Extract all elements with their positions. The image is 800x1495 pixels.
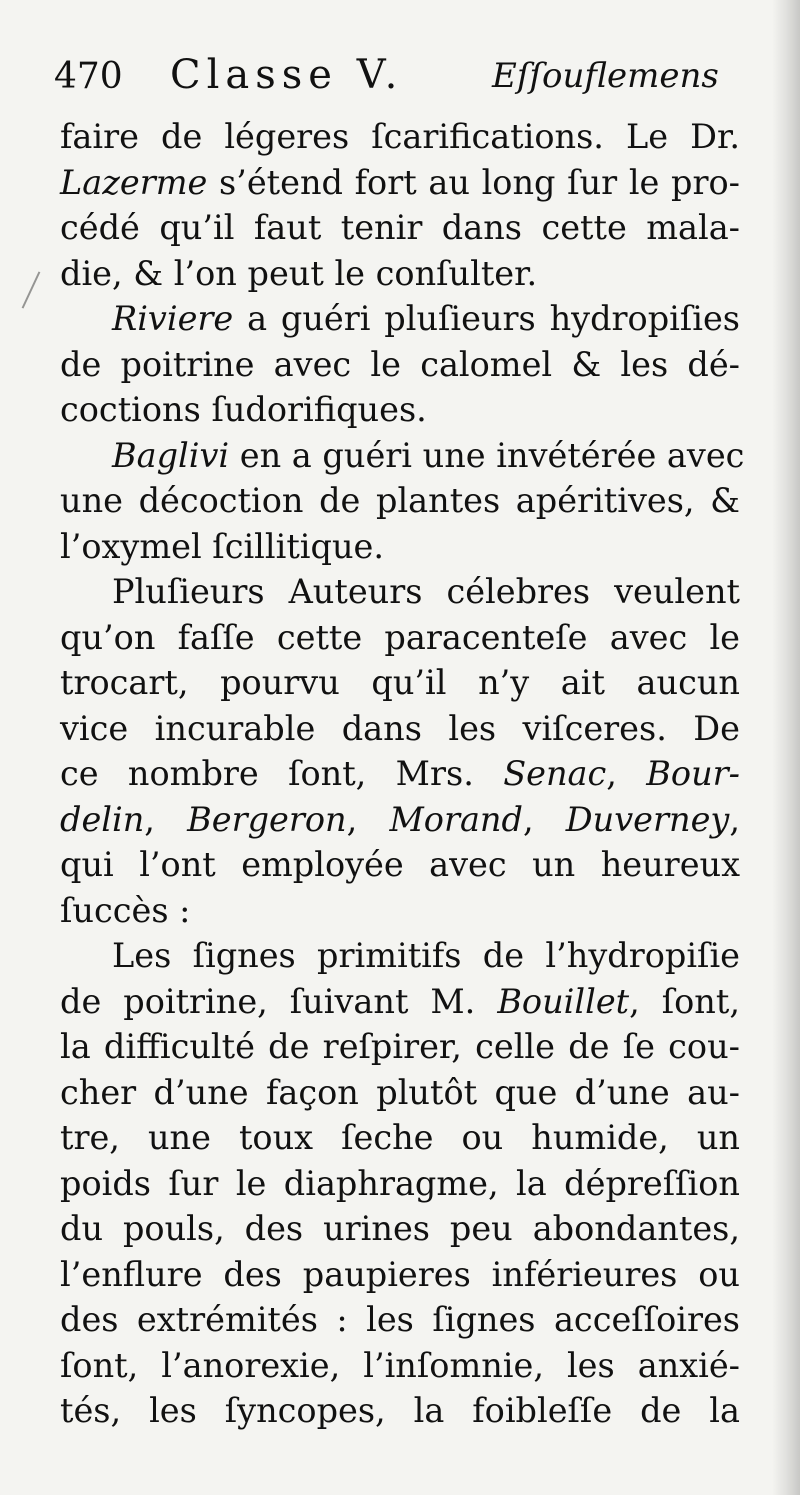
text-line: ce nombre ſont, Mrs. Senac, Bour- bbox=[60, 754, 740, 793]
body-text bbox=[60, 114, 745, 1434]
running-header bbox=[54, 40, 744, 110]
text-line: des extrémités : les ſignes acceſſoires bbox=[60, 1300, 740, 1339]
text-line: trocart, pourvu qu’il n’y ait aucun bbox=[60, 663, 740, 702]
text-line: l’enflure des paupieres inférieures ou bbox=[60, 1254, 740, 1294]
running-title: Classe V. bbox=[170, 52, 404, 98]
text-line: Riviere a guéri pluſieurs hydropiſies bbox=[112, 299, 740, 338]
text-line: vice incurable dans les viſceres. De bbox=[60, 708, 740, 748]
text-line: Baglivi en a guéri une invétérée avec bbox=[112, 435, 745, 475]
text-line: tés, les ſyncopes, la foibleſſe de la bbox=[60, 1391, 740, 1430]
text-line: de poitrine, ſuivant M. Bouillet, ſont, bbox=[60, 981, 740, 1021]
text-line: ſuccès : bbox=[60, 890, 191, 930]
text-line: qu’on faſſe cette paracenteſe avec le bbox=[60, 617, 740, 657]
text-line: delin, Bergeron, Morand, Duverney, bbox=[60, 799, 740, 839]
text-line: du pouls, des urines peu abondantes, bbox=[60, 1209, 740, 1248]
text-line: ſont, l’anorexie, l’inſomnie, les anxié- bbox=[60, 1345, 740, 1385]
text-line: Lazerme s’étend fort au long ſur le pro- bbox=[60, 162, 740, 202]
text-line: tre, une toux ſeche ou humide, un bbox=[60, 1118, 740, 1157]
running-subject: Eſſouflemens bbox=[492, 56, 719, 96]
text-line: Les ſignes primitifs de l’hydropiſie bbox=[112, 936, 740, 975]
text-line: die, & l’on peut le conſulter. bbox=[60, 253, 538, 293]
margin-mark bbox=[22, 271, 41, 308]
text-line: qui l’ont employée avec un heureux bbox=[60, 845, 740, 884]
text-line: une décoction de plantes apéritives, & bbox=[60, 481, 740, 520]
text-line: faire de légeres ſcarifications. Le Dr. bbox=[60, 117, 740, 156]
text-line: Pluſieurs Auteurs célebres veulent bbox=[112, 572, 740, 611]
text-line: poids ſur le diaphragme, la dépreſſion bbox=[60, 1163, 740, 1203]
page-number: 470 bbox=[54, 56, 123, 97]
text-line: cédé qu’il faut tenir dans cette mala- bbox=[60, 208, 740, 247]
text-line: l’oxymel ſcillitique. bbox=[60, 526, 384, 566]
text-line: de poitrine avec le calomel & les dé- bbox=[60, 344, 740, 384]
text-line: la difficulté de reſpirer, celle de ſe cou- bbox=[60, 1027, 740, 1066]
text-line: coctions ſudorifiques. bbox=[60, 390, 427, 429]
text-line: cher d’une façon plutôt que d’une au- bbox=[60, 1072, 740, 1112]
